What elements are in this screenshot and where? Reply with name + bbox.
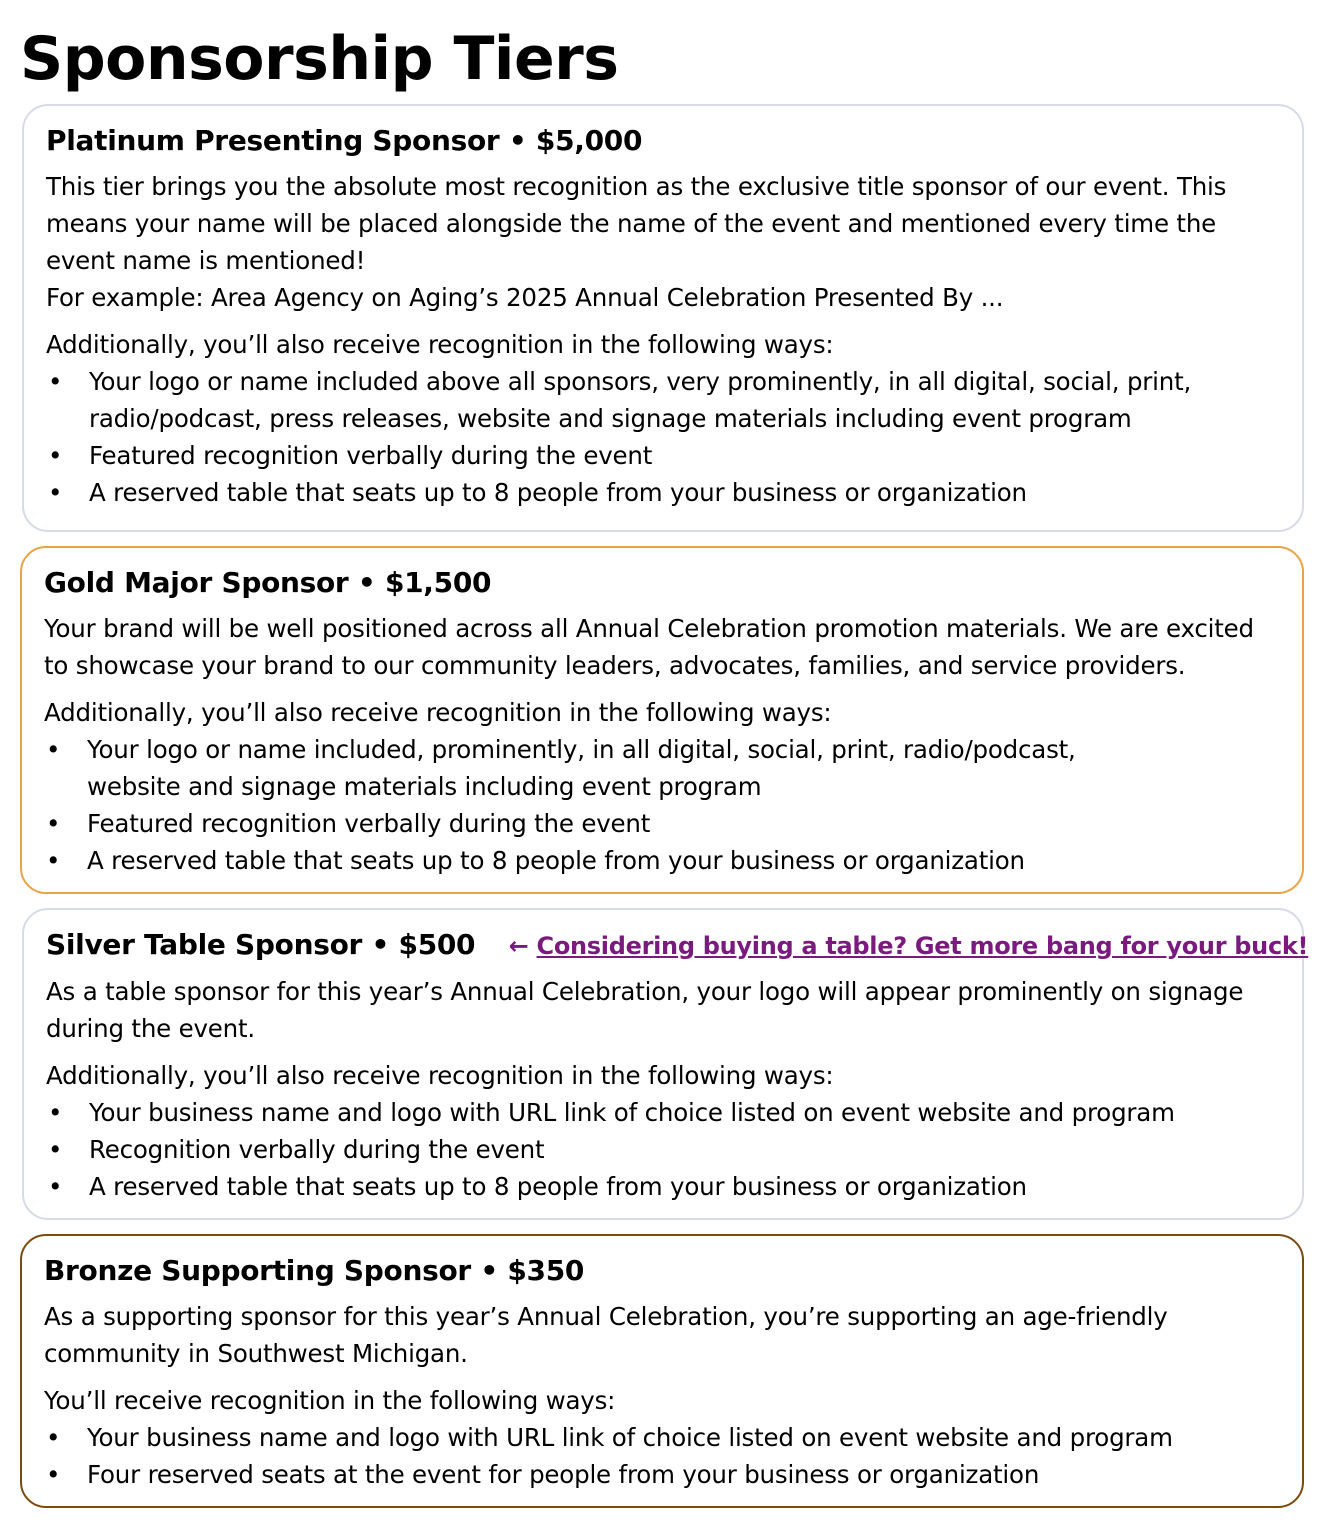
benefit-item xyxy=(46,1168,1282,1205)
benefits-intro-gold: Additionally, you’ll also receive recognition in the following ways: xyxy=(44,698,832,727)
benefit-item xyxy=(46,437,1282,474)
bullet-icon: • xyxy=(48,478,63,507)
benefit-text-continued: website and signage materials including event program xyxy=(87,772,762,801)
tier-heading-platinum: Platinum Presenting Sponsor • $5,000 xyxy=(46,124,643,157)
bullet-icon: • xyxy=(48,441,63,470)
tier-description-silver: As a table sponsor for this year’s Annual Celebration, your logo will appear prominently on signage during the event. xyxy=(46,977,1244,1043)
benefit-item xyxy=(46,474,1282,511)
benefit-item xyxy=(46,363,1282,437)
benefit-text: Featured recognition verbally during the event xyxy=(89,441,653,470)
benefit-item xyxy=(46,1094,1282,1131)
benefits-intro-platinum: Additionally, you’ll also receive recognition in the following ways: xyxy=(46,330,834,359)
bullet-icon: • xyxy=(46,846,61,875)
bullet-icon: • xyxy=(46,809,61,838)
tier-card-bronze xyxy=(20,1234,1304,1508)
table-callout xyxy=(509,927,1309,965)
benefit-item xyxy=(44,805,1282,842)
tier-card-platinum xyxy=(22,104,1304,532)
benefit-item xyxy=(44,842,1282,879)
tier-card-gold xyxy=(20,546,1304,894)
bullet-icon: • xyxy=(48,1135,63,1164)
tier-heading-bronze: Bronze Supporting Sponsor • $350 xyxy=(44,1254,585,1287)
benefits-list-platinum xyxy=(46,363,1282,511)
benefit-item xyxy=(44,731,1282,805)
page-title: Sponsorship Tiers xyxy=(20,24,619,94)
benefits-list-silver xyxy=(46,1094,1282,1205)
benefit-text: Your logo or name included above all sponsors, very prominently, in all digital, social, print, radio/podcast, press releases, website and signage materials including event program xyxy=(89,367,1192,433)
arrow-left-icon: ← xyxy=(508,932,529,960)
bullet-icon: • xyxy=(48,367,63,396)
tier-heading-silver-row xyxy=(46,926,1309,965)
bullet-icon: • xyxy=(46,1460,61,1489)
bullet-icon: • xyxy=(48,1172,63,1201)
benefits-intro-bronze: You’ll receive recognition in the following ways: xyxy=(44,1386,616,1415)
tier-description-bronze: As a supporting sponsor for this year’s Annual Celebration, you’re supporting an age-friendly community in Southwest Michigan. xyxy=(44,1302,1168,1368)
bullet-icon: • xyxy=(46,735,61,764)
benefit-text: A reserved table that seats up to 8 people from your business or organization xyxy=(89,1172,1027,1201)
benefit-text: Featured recognition verbally during the event xyxy=(87,809,651,838)
tier-heading-gold: Gold Major Sponsor • $1,500 xyxy=(44,566,492,599)
benefits-list-gold xyxy=(44,731,1282,879)
benefit-item xyxy=(44,1456,1282,1493)
benefits-intro-silver: Additionally, you’ll also receive recognition in the following ways: xyxy=(46,1061,834,1090)
bullet-icon: • xyxy=(46,1423,61,1452)
benefit-text: A reserved table that seats up to 8 people from your business or organization xyxy=(89,478,1027,507)
tier-heading-silver: Silver Table Sponsor • $500 xyxy=(46,928,476,961)
tier-description-platinum: This tier brings you the absolute most recognition as the exclusive title sponsor of our event. This means your name will be placed alongside the name of the event and mentioned every time the event name is mentioned! xyxy=(46,172,1227,275)
benefit-text: Four reserved seats at the event for people from your business or organization xyxy=(87,1460,1040,1489)
table-callout-link[interactable]: Considering buying a table? Get more bang for your buck! xyxy=(536,932,1309,960)
tier-card-silver xyxy=(22,908,1309,1220)
tier-description-gold: Your brand will be well positioned across all Annual Celebration promotion materials. We are excited to showcase your brand to our community leaders, advocates, families, and service providers. xyxy=(44,614,1254,680)
benefit-item xyxy=(44,1419,1282,1456)
tier-example-platinum: For example: Area Agency on Aging’s 2025 Annual Celebration Presented By ... xyxy=(46,283,1004,312)
benefits-list-bronze xyxy=(44,1419,1282,1493)
bullet-icon: • xyxy=(48,1098,63,1127)
benefit-text: Your logo or name included, prominently, in all digital, social, print, radio/podcast, xyxy=(87,735,1076,764)
benefit-text: Your business name and logo with URL link of choice listed on event website and program xyxy=(87,1423,1173,1452)
benefit-text: Recognition verbally during the event xyxy=(89,1135,545,1164)
benefit-item xyxy=(46,1131,1282,1168)
benefit-text: A reserved table that seats up to 8 people from your business or organization xyxy=(87,846,1025,875)
benefit-text: Your business name and logo with URL link of choice listed on event website and program xyxy=(89,1098,1175,1127)
